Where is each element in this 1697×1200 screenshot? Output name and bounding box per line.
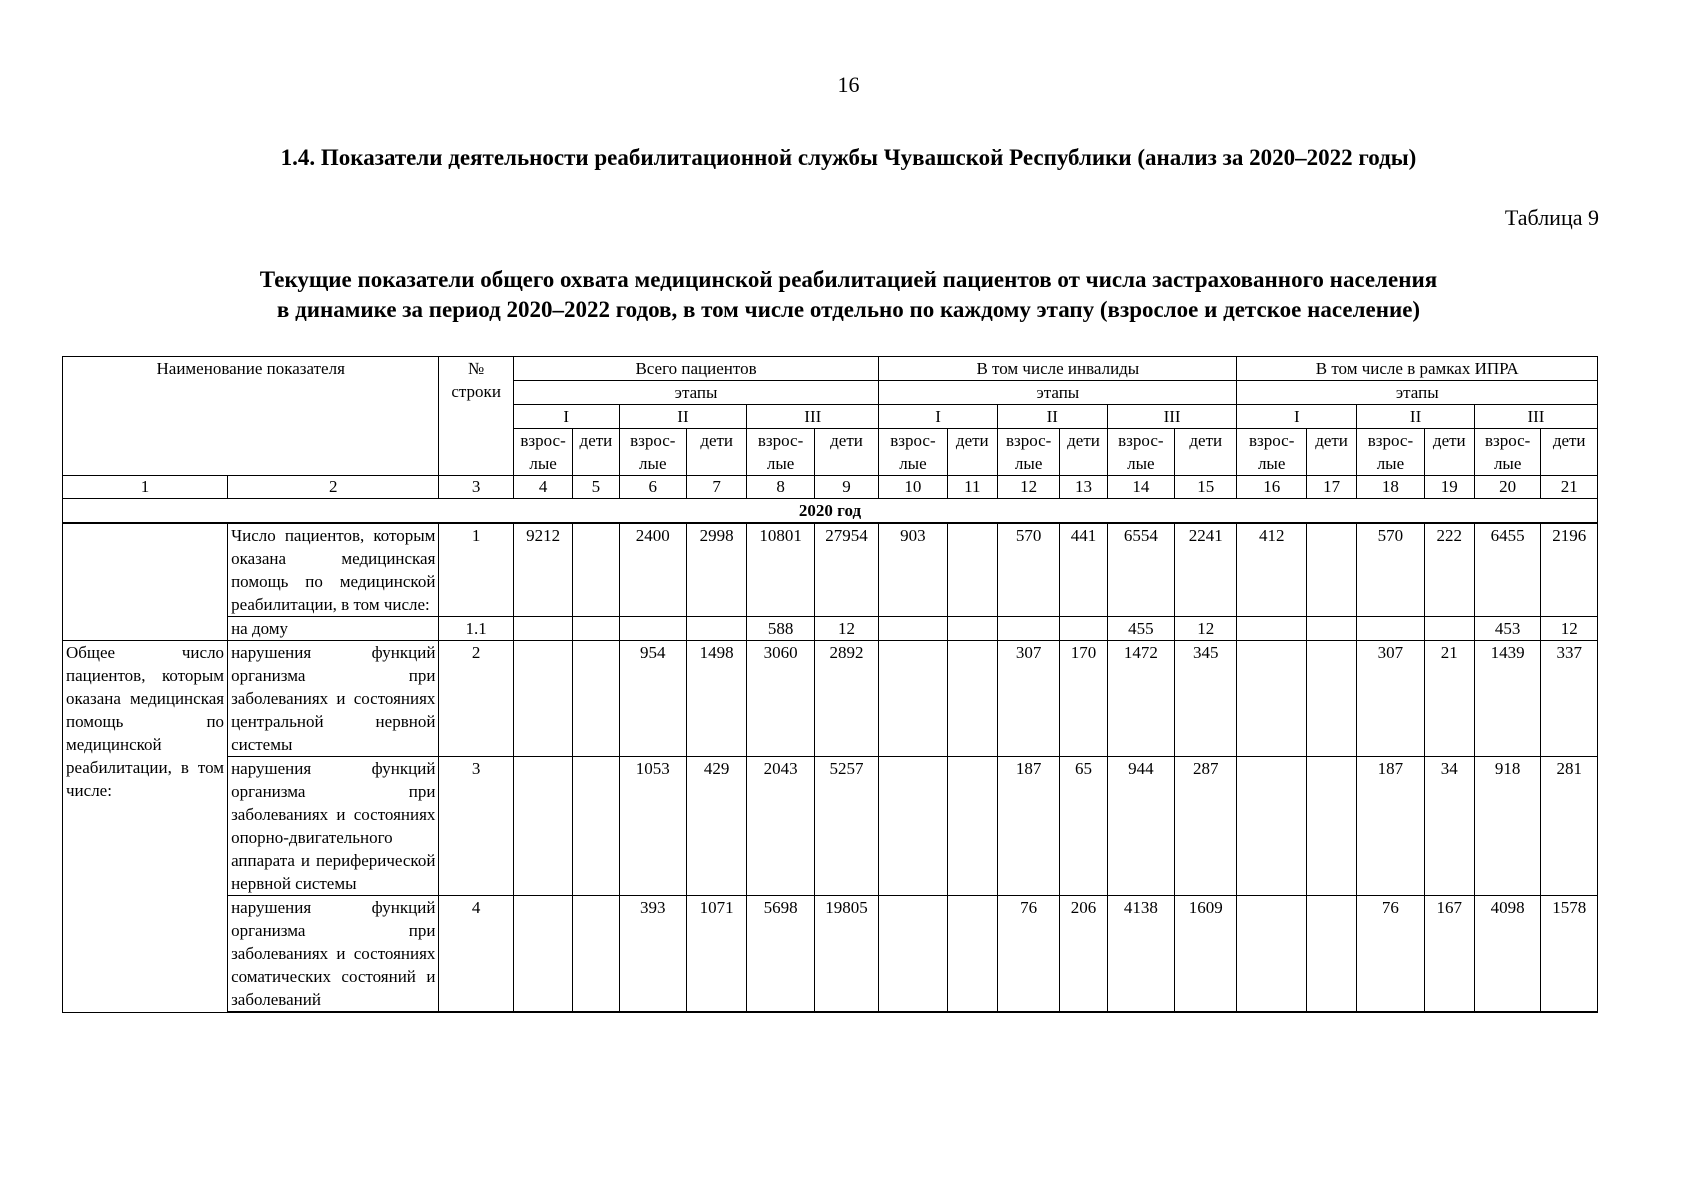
header-children: дети bbox=[1424, 429, 1474, 476]
value-cell: 12 bbox=[1541, 617, 1598, 641]
column-number: 21 bbox=[1541, 476, 1598, 499]
value-cell: 918 bbox=[1474, 757, 1540, 896]
header-adults: взрос-лые bbox=[1107, 429, 1174, 476]
group-label: Общее число пациентов, которым оказана медицинская помощь по медицинской реабилитации, в том числе: bbox=[63, 641, 228, 1013]
year-row bbox=[63, 499, 1598, 524]
column-number-row bbox=[63, 476, 1598, 499]
value-cell: 10801 bbox=[747, 523, 814, 617]
indicator-name: на дому bbox=[228, 617, 439, 641]
page-number: 16 bbox=[837, 72, 860, 97]
table-row bbox=[63, 757, 1598, 896]
value-cell bbox=[573, 757, 619, 896]
column-number: 19 bbox=[1424, 476, 1474, 499]
header-stage-2: II bbox=[997, 405, 1107, 429]
value-cell: 12 bbox=[1175, 617, 1237, 641]
value-cell: 441 bbox=[1060, 523, 1107, 617]
header-children: дети bbox=[573, 429, 619, 476]
value-cell: 187 bbox=[997, 757, 1059, 896]
column-number: 7 bbox=[686, 476, 746, 499]
column-number: 15 bbox=[1175, 476, 1237, 499]
indicator-name: нарушения функций организма при заболеваниях и состояниях опорно-двигательного аппарата и периферической нервной системы bbox=[228, 757, 439, 896]
header-disabled: В том числе инвалиды bbox=[879, 357, 1237, 381]
value-cell: 1609 bbox=[1175, 896, 1237, 1013]
value-cell: 222 bbox=[1424, 523, 1474, 617]
header-children: дети bbox=[947, 429, 997, 476]
value-cell bbox=[513, 757, 572, 896]
value-cell bbox=[1357, 617, 1424, 641]
value-cell: 2892 bbox=[814, 641, 878, 757]
header-stage-1: I bbox=[1237, 405, 1357, 429]
value-cell: 429 bbox=[686, 757, 746, 896]
header-stage-1: I bbox=[513, 405, 619, 429]
value-cell bbox=[573, 641, 619, 757]
value-cell: 1071 bbox=[686, 896, 746, 1013]
value-cell: 4138 bbox=[1107, 896, 1174, 1013]
value-cell: 307 bbox=[1357, 641, 1424, 757]
group-cell-empty bbox=[63, 617, 228, 641]
value-cell: 1472 bbox=[1107, 641, 1174, 757]
column-number: 9 bbox=[814, 476, 878, 499]
value-cell: 287 bbox=[1175, 757, 1237, 896]
table-caption bbox=[0, 265, 1697, 325]
column-number: 10 bbox=[879, 476, 947, 499]
column-number: 14 bbox=[1107, 476, 1174, 499]
value-cell: 206 bbox=[1060, 896, 1107, 1013]
value-cell: 6554 bbox=[1107, 523, 1174, 617]
value-cell: 9212 bbox=[513, 523, 572, 617]
column-number: 2 bbox=[228, 476, 439, 499]
header-adults: взрос-лые bbox=[1237, 429, 1306, 476]
value-cell bbox=[573, 617, 619, 641]
indicator-name: нарушения функций организма при заболеваниях и состояниях центральной нервной системы bbox=[228, 641, 439, 757]
header-adults: взрос-лые bbox=[997, 429, 1059, 476]
row-number: 1.1 bbox=[439, 617, 513, 641]
section-title: 1.4. Показатели деятельности реабилитационной службы Чувашской Республики (анализ за 2020–2022 годы) bbox=[280, 145, 1417, 170]
header-adults: взрос-лые bbox=[619, 429, 686, 476]
value-cell: 954 bbox=[619, 641, 686, 757]
value-cell: 76 bbox=[997, 896, 1059, 1013]
value-cell: 453 bbox=[1474, 617, 1540, 641]
value-cell bbox=[619, 617, 686, 641]
column-number: 18 bbox=[1357, 476, 1424, 499]
value-cell bbox=[879, 896, 947, 1013]
value-cell: 393 bbox=[619, 896, 686, 1013]
caption-line-2: в динамике за период 2020–2022 годов, в том числе отдельно по каждому этапу (взрослое и детское население) bbox=[276, 297, 1421, 322]
value-cell bbox=[947, 896, 997, 1013]
value-cell bbox=[1237, 641, 1306, 757]
value-cell bbox=[573, 896, 619, 1013]
value-cell: 3060 bbox=[747, 641, 814, 757]
value-cell: 570 bbox=[997, 523, 1059, 617]
column-number: 17 bbox=[1306, 476, 1356, 499]
value-cell bbox=[947, 641, 997, 757]
value-cell: 412 bbox=[1237, 523, 1306, 617]
header-row-1 bbox=[63, 357, 1598, 381]
value-cell bbox=[947, 757, 997, 896]
column-number: 12 bbox=[997, 476, 1059, 499]
header-stage-3: III bbox=[1474, 405, 1597, 429]
value-cell: 12 bbox=[814, 617, 878, 641]
row-number: 2 bbox=[439, 641, 513, 757]
value-cell: 21 bbox=[1424, 641, 1474, 757]
value-cell bbox=[1237, 757, 1306, 896]
value-cell: 2196 bbox=[1541, 523, 1598, 617]
column-number: 8 bbox=[747, 476, 814, 499]
value-cell: 570 bbox=[1357, 523, 1424, 617]
value-cell: 76 bbox=[1357, 896, 1424, 1013]
column-number: 11 bbox=[947, 476, 997, 499]
value-cell bbox=[513, 617, 572, 641]
value-cell: 2241 bbox=[1175, 523, 1237, 617]
value-cell: 337 bbox=[1541, 641, 1598, 757]
value-cell bbox=[1060, 617, 1107, 641]
value-cell: 187 bbox=[1357, 757, 1424, 896]
value-cell: 34 bbox=[1424, 757, 1474, 896]
column-number: 1 bbox=[63, 476, 228, 499]
value-cell: 944 bbox=[1107, 757, 1174, 896]
header-stages: этапы bbox=[513, 381, 878, 405]
value-cell: 65 bbox=[1060, 757, 1107, 896]
table-row bbox=[63, 617, 1598, 641]
value-cell bbox=[947, 617, 997, 641]
header-stage-3: III bbox=[747, 405, 879, 429]
header-stage-2: II bbox=[619, 405, 747, 429]
header-children: дети bbox=[1060, 429, 1107, 476]
header-stage-2: II bbox=[1357, 405, 1475, 429]
header-adults: взрос-лые bbox=[513, 429, 572, 476]
row-number: 3 bbox=[439, 757, 513, 896]
value-cell: 5698 bbox=[747, 896, 814, 1013]
value-cell: 170 bbox=[1060, 641, 1107, 757]
value-cell bbox=[1306, 523, 1356, 617]
header-children: дети bbox=[1175, 429, 1237, 476]
row-number: 1 bbox=[439, 523, 513, 617]
row-number: 4 bbox=[439, 896, 513, 1013]
value-cell: 307 bbox=[997, 641, 1059, 757]
table-row bbox=[63, 641, 1598, 757]
value-cell bbox=[997, 617, 1059, 641]
value-cell bbox=[1237, 896, 1306, 1013]
column-number: 3 bbox=[439, 476, 513, 499]
header-adults: взрос-лые bbox=[879, 429, 947, 476]
header-stages: этапы bbox=[879, 381, 1237, 405]
value-cell bbox=[513, 641, 572, 757]
table-label: Таблица 9 bbox=[1504, 205, 1599, 230]
header-adults: взрос-лые bbox=[747, 429, 814, 476]
header-stage-1: I bbox=[879, 405, 998, 429]
header-stage-3: III bbox=[1107, 405, 1237, 429]
value-cell: 1439 bbox=[1474, 641, 1540, 757]
year-label: 2020 год bbox=[63, 499, 1598, 524]
value-cell: 27954 bbox=[814, 523, 878, 617]
value-cell: 2043 bbox=[747, 757, 814, 896]
column-number: 16 bbox=[1237, 476, 1306, 499]
value-cell: 2400 bbox=[619, 523, 686, 617]
header-adults: взрос-лые bbox=[1357, 429, 1424, 476]
value-cell: 281 bbox=[1541, 757, 1598, 896]
group-cell-empty bbox=[63, 523, 228, 617]
value-cell bbox=[1424, 617, 1474, 641]
value-cell: 6455 bbox=[1474, 523, 1540, 617]
value-cell: 1053 bbox=[619, 757, 686, 896]
value-cell: 588 bbox=[747, 617, 814, 641]
value-cell bbox=[1306, 896, 1356, 1013]
value-cell bbox=[1306, 617, 1356, 641]
header-adults: взрос-лые bbox=[1474, 429, 1540, 476]
indicator-name: Число пациентов, которым оказана медицинская помощь по медицинской реабилитации, в том числе: bbox=[228, 523, 439, 617]
value-cell: 5257 bbox=[814, 757, 878, 896]
column-number: 13 bbox=[1060, 476, 1107, 499]
indicator-name: нарушения функций организма при заболеваниях и состояниях соматических состояний и заболеваний bbox=[228, 896, 439, 1013]
value-cell bbox=[879, 617, 947, 641]
caption-line-1: Текущие показатели общего охвата медицинской реабилитацией пациентов от числа застрахованного населения bbox=[259, 267, 1438, 292]
value-cell bbox=[879, 641, 947, 757]
table-row bbox=[63, 896, 1598, 1013]
column-number: 4 bbox=[513, 476, 572, 499]
value-cell: 2998 bbox=[686, 523, 746, 617]
value-cell bbox=[1237, 617, 1306, 641]
header-stages: этапы bbox=[1237, 381, 1598, 405]
value-cell: 1498 bbox=[686, 641, 746, 757]
value-cell bbox=[513, 896, 572, 1013]
value-cell: 1578 bbox=[1541, 896, 1598, 1013]
value-cell bbox=[573, 523, 619, 617]
value-cell: 345 bbox=[1175, 641, 1237, 757]
value-cell: 903 bbox=[879, 523, 947, 617]
header-children: дети bbox=[686, 429, 746, 476]
value-cell: 455 bbox=[1107, 617, 1174, 641]
value-cell bbox=[686, 617, 746, 641]
header-name: Наименование показателя bbox=[63, 357, 439, 476]
header-children: дети bbox=[1306, 429, 1356, 476]
value-cell: 4098 bbox=[1474, 896, 1540, 1013]
column-number: 20 bbox=[1474, 476, 1540, 499]
table-row bbox=[63, 523, 1598, 617]
value-cell: 167 bbox=[1424, 896, 1474, 1013]
value-cell bbox=[879, 757, 947, 896]
header-children: дети bbox=[814, 429, 878, 476]
column-number: 6 bbox=[619, 476, 686, 499]
header-children: дети bbox=[1541, 429, 1598, 476]
header-row-no: № строки bbox=[439, 357, 513, 476]
value-cell bbox=[947, 523, 997, 617]
header-ipra: В том числе в рамках ИПРА bbox=[1237, 357, 1598, 381]
data-table bbox=[62, 356, 1598, 1013]
value-cell bbox=[1306, 641, 1356, 757]
header-total: Всего пациентов bbox=[513, 357, 878, 381]
value-cell bbox=[1306, 757, 1356, 896]
value-cell: 19805 bbox=[814, 896, 878, 1013]
column-number: 5 bbox=[573, 476, 619, 499]
